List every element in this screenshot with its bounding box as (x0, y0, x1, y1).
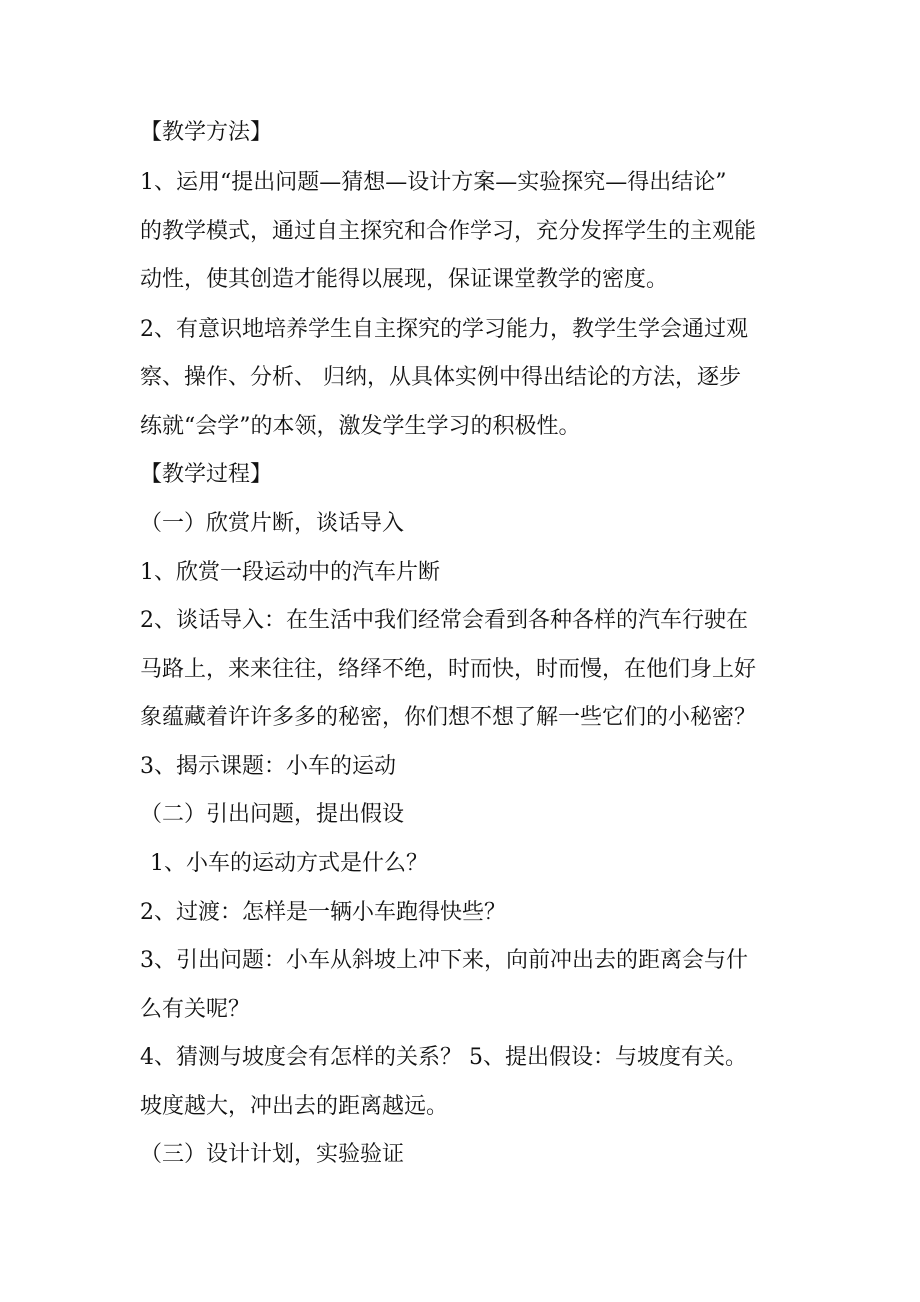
section-heading-2: （二）引出问题，提出假设 (140, 802, 405, 827)
paragraph-line: 象蕴藏着许许多多的秘密，你们想不想了解一些它们的小秘密？ (140, 705, 757, 730)
paragraph-line: 3、揭示课题：小车的运动 (140, 754, 396, 779)
paragraph-line: 3、引出问题：小车从斜坡上冲下来，向前冲出去的距离会与什 (140, 948, 748, 973)
paragraph-line: 2、过渡：怎样是一辆小车跑得快些？ (140, 900, 506, 925)
paragraph-line: 马路上，来来往往，络绎不绝，时而快，时而慢，在他们身上好 (140, 657, 757, 682)
paragraph-line: 练就“会学”的本领，激发学生学习的积极性。 (140, 414, 581, 439)
paragraph-line: 1、欣赏一段运动中的汽车片断 (140, 560, 440, 585)
paragraph-line: 的教学模式，通过自主探究和合作学习，充分发挥学生的主观能 (140, 219, 757, 244)
paragraph-line: 坡度越大，冲出去的距离越远。 (140, 1094, 449, 1119)
paragraph-line: 1、小车的运动方式是什么？ (150, 851, 428, 876)
paragraph-line: 4、猜测与坡度会有怎样的关系？ 5、提出假设：与坡度有关。 (140, 1045, 747, 1070)
paragraph-line: 察、操作、分析、 归纳，从具体实例中得出结论的方法，逐步 (140, 365, 741, 390)
section-heading-3: （三）设计计划，实验验证 (140, 1142, 405, 1167)
paragraph-line: 动性，使其创造才能得以展现，保证课堂教学的密度。 (140, 267, 669, 292)
paragraph-line: 2、谈话导入：在生活中我们经常会看到各种各样的汽车行驶在 (140, 608, 748, 633)
paragraph-line: 1、运用“提出问题—猜想—设计方案—实验探究—得出结论” (140, 170, 727, 195)
heading-teaching-method: 【教学方法】 (140, 120, 273, 145)
heading-teaching-process: 【教学过程】 (140, 462, 273, 487)
section-heading-1: （一）欣赏片断，谈话导入 (140, 511, 405, 536)
paragraph-line: 2、有意识地培养学生自主探究的学习能力，教学生学会通过观 (140, 317, 748, 342)
paragraph-line: 么有关呢？ (140, 997, 251, 1022)
